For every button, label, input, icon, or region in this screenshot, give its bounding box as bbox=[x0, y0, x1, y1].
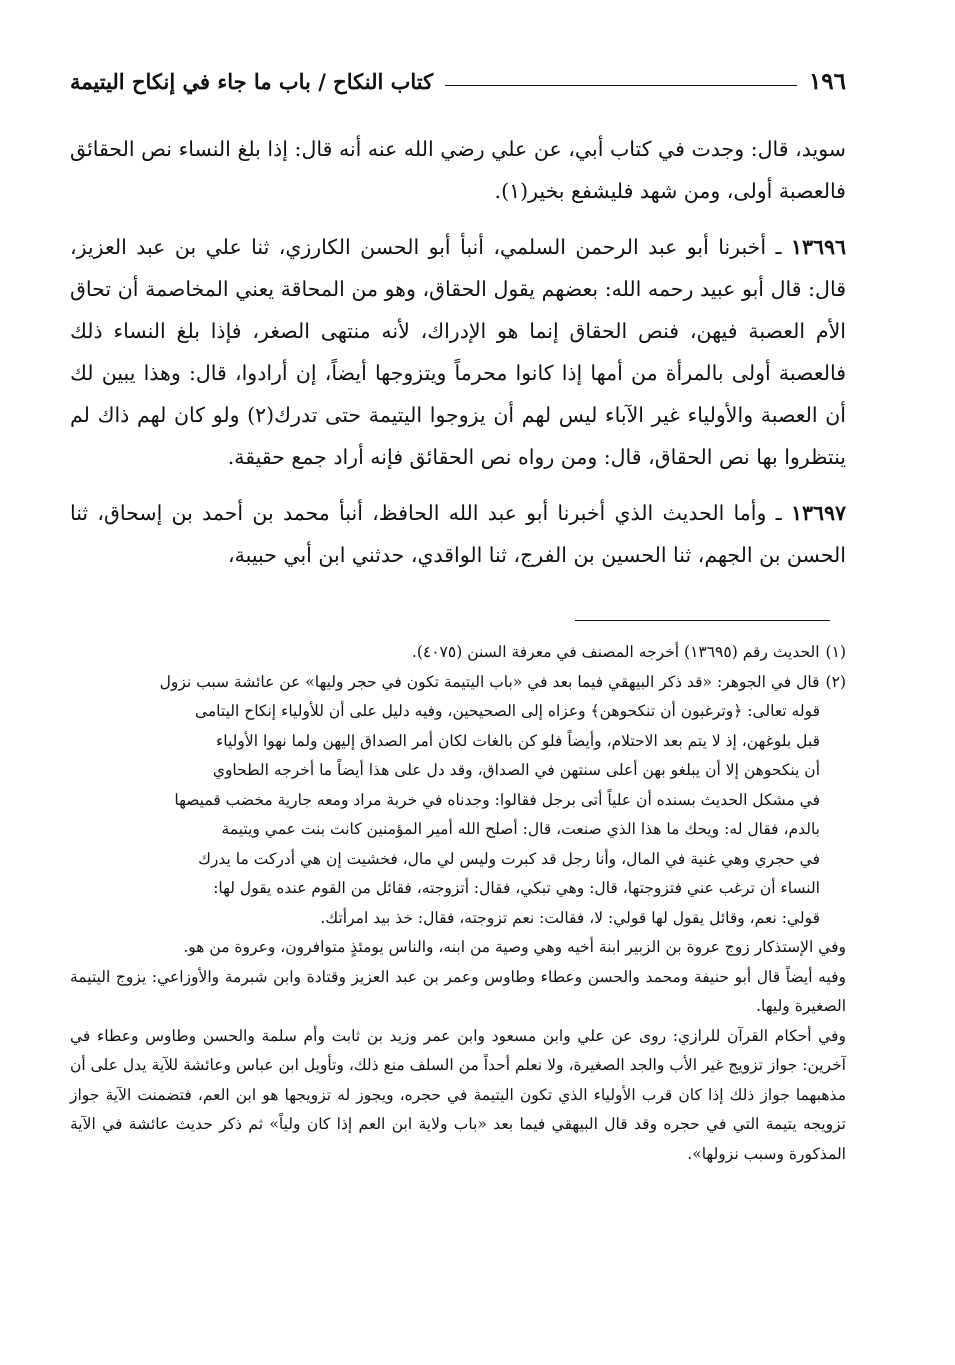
hadith-text: ـ أخبرنا أبو عبد الرحمن السلمي، أنبأ أبو الحسن الكارزي، ثنا علي بن عبد العزيز، قال: قال أبو عبيد رحمه الله: بعضهم يقول الحقاق، وهو من المحاقة يعني المخاصمة أن تحاق الأم العصبة فيهن، فنص الحقاق إنما هو الإدراك، لأنه منتهى الصغر، فإذا بلغ النساء ذلك فالعصبة أولى بالمرأة من أمها إذا كانوا محرماً ويتزوجها أيضاً، إن أرادوا، قال: وهذا يبين لك أن العصبة والأولياء غير الآباء ليس لهم أن يزوجوا اليتيمة حتى تدرك(٢) ولو كان لهم ذاك لم ينتظروا بها نص الحقاق، قال: ومن رواه نص الحقائق فإنه أراد جمع حقيقة. bbox=[70, 235, 846, 469]
paragraph-13696 bbox=[70, 226, 846, 478]
main-text bbox=[70, 128, 846, 590]
hadith-text: ـ وأما الحديث الذي أخبرنا أبو عبد الله الحافظ، أنبأ محمد بن أحمد بن إسحاق، ثنا الحسن بن الجهم، ثنا الحسين بن الفرج، ثنا الواقدي، حدثني ابن أبي حبيبة، bbox=[70, 501, 846, 567]
paragraph-1: سويد، قال: وجدت في كتاب أبي، عن علي رضي الله عنه أنه قال: إذا بلغ النساء نص الحقائق فالعصبة أولى، ومن شهد فليشفع بخير(١). bbox=[70, 137, 846, 203]
page-number: ١٩٦ bbox=[808, 67, 846, 95]
footnote-line: في مشكل الحديث بسنده أن علياً أتى برجل فقالوا: وجدناه في خربة مراد ومعه جارية مخضب قميصها bbox=[174, 790, 820, 809]
footnote-text: قال في الجوهر: «قد ذكر البيهقي فيما بعد في «باب اليتيمة تكون في حجر وليها» عن عائشة سبب نزول bbox=[159, 672, 820, 691]
paragraph-13697 bbox=[70, 492, 846, 576]
footnote-marker: (١) bbox=[825, 643, 846, 661]
footnote-1 bbox=[70, 638, 846, 668]
footnote-2 bbox=[70, 668, 846, 698]
footnote-separator bbox=[575, 620, 830, 621]
footnote-paragraph: وفي أحكام القرآن للرازي: روى عن علي وابن مسعود وابن عمر وزيد بن ثابت وأم سلمة والحسن وطاوس وعطاء في آخرين: جواز تزويج غير الأب والجد الصغيرة، ولا نعلم أحداً من السلف منع ذلك، وتأويل ابن عباس وعائشة للآية يدل على أن مذهبهما جواز ذلك إذا كان قرب الأولياء الذي تكون اليتيمة في حجره، ويجوز له تزويجها هو ابن العم، فتضمنت الآية جواز تزويجه يتيمة التي في حجره وقد قال البيهقي فيما بعد «باب ولاية ابن العم إذا كان ولياً» ثم ذكر حديث عائشة في الآية المذكورة وسبب نزولها». bbox=[70, 1026, 846, 1163]
footnote-line: أن ينكحوهن إلا أن يبلغو بهن أعلى سنتهن في الصداق، وقد دل على هذا أيضاً ما أخرجه الطحاوي bbox=[212, 761, 820, 779]
footnote-marker: (٢) bbox=[825, 672, 846, 691]
footnote-line: النساء أن ترغب عني فتزوجتها، قال: وهي تبكي، فقال: أتزوجته، فقائل من القوم عنده يقول لها: bbox=[213, 879, 820, 897]
footnote-line: في حجري وهي غنية في المال، وأنا رجل قد كبرت وليس لي مال، فخشيت إن هي أدركت ما يدرك bbox=[198, 849, 820, 868]
hadith-number: ١٣٦٩٧ bbox=[790, 501, 846, 525]
running-title: كتاب النكاح / باب ما جاء في إنكاح اليتيمة bbox=[70, 68, 434, 94]
footnote-line: قبل بلوغهن، إذ لا يتم بعد الاحتلام، وأيضاً فلو كن بالغات لكان أمر الصداق إليهن ولما نهوا الأولياء bbox=[215, 731, 820, 750]
page-header bbox=[70, 64, 846, 98]
footnotes bbox=[70, 638, 846, 1169]
footnote-line: قوله تعالى: ﴿وترغبون أن تنكحوهن﴾ وعزاه إلى الصحيحين، وفيه دليل على أن للأولياء إنكاح اليتامى bbox=[194, 702, 820, 720]
footnote-line: بالدم، فقال له: ويحك ما هذا الذي صنعت، قال: أصلح الله أمير المؤمنين كانت بنت عمي ويتيمة bbox=[221, 820, 820, 838]
footnote-paragraph: وفي الإستذكار زوج عروة بن الزبير ابنة أخيه وهي وصية من ابنه، والناس يومئذٍ متوافرون، وعروة من هو. bbox=[183, 938, 846, 956]
footnote-text: الحديث رقم (١٣٦٩٥) أخرجه المصنف في معرفة السنن (٤٠٧٥). bbox=[411, 643, 820, 661]
header-rule bbox=[445, 85, 797, 86]
hadith-number: ١٣٦٩٦ bbox=[790, 235, 846, 259]
footnote-line: قولي: نعم، وقائل يقول لها قولي: لا، فقالت: نعم تزوجته، فقال: خذ بيد امرأتك. bbox=[320, 908, 820, 927]
footnote-paragraph: وفيه أيضاً قال أبو حنيفة ومحمد والحسن وعطاء وطاوس وعمر بن عبد العزيز وقتادة وابن شبرمة والأوزاعي: يزوج اليتيمة الصغيرة وليها. bbox=[70, 967, 846, 1015]
